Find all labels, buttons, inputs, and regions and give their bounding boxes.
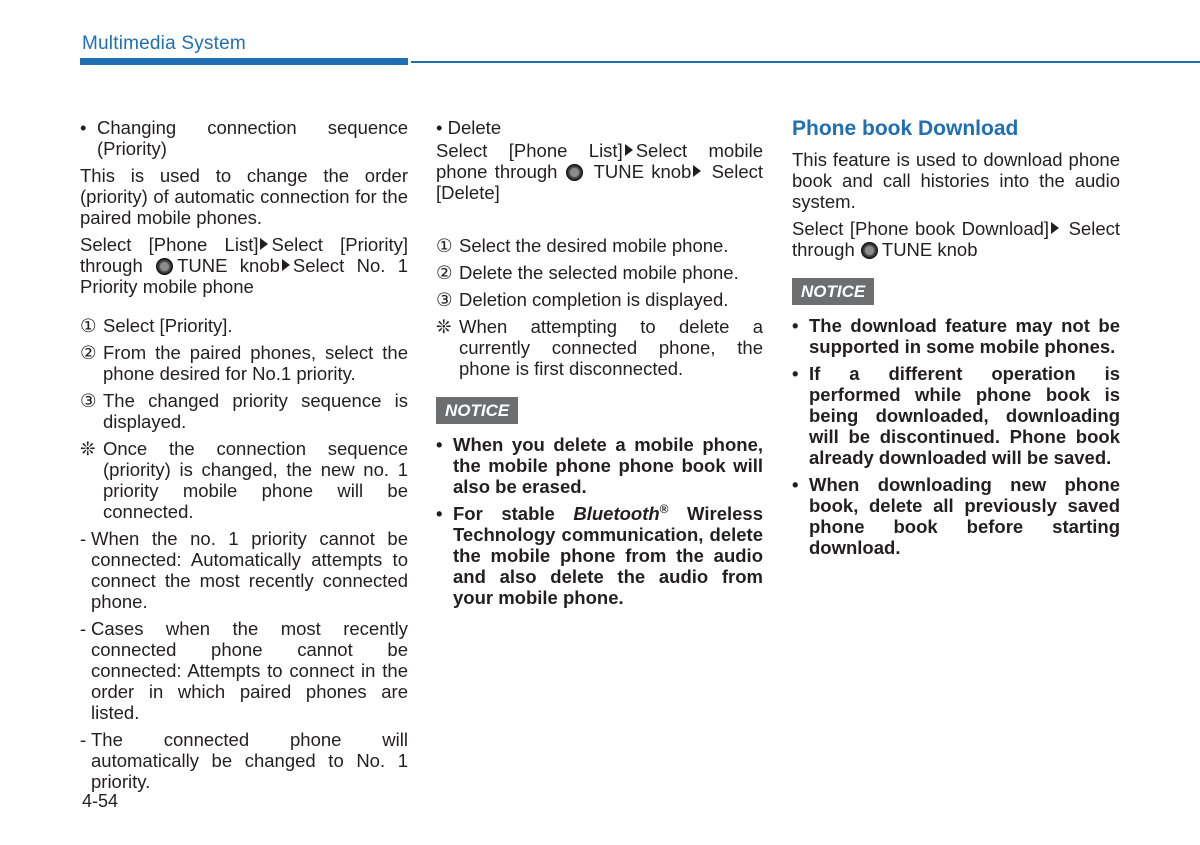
- notice-item: [436, 434, 763, 497]
- notice-mark: •: [792, 363, 799, 384]
- menu-path: [80, 234, 408, 297]
- step-text: Deletion completion is displayed.: [459, 289, 729, 310]
- tune-knob-icon: [566, 164, 583, 181]
- page-number: 4-54: [82, 791, 119, 811]
- dash-text: The connected phone will automatically be changed to No. 1 priority.: [91, 729, 408, 792]
- step-item: [436, 262, 763, 283]
- path-part: Select [Priority] through: [80, 234, 408, 276]
- play-arrow-icon: [1051, 222, 1059, 234]
- step-mark: ①: [80, 315, 97, 336]
- step-text: Select [Priority].: [103, 315, 233, 336]
- step-mark: ①: [436, 235, 453, 256]
- step-text: Select the desired mobile phone.: [459, 235, 729, 256]
- step-item: [436, 235, 763, 256]
- path-part: Select [Phone List]: [436, 140, 623, 161]
- path-part: TUNE knob: [177, 255, 280, 276]
- dash-mark: -: [80, 729, 87, 750]
- bullet-mark: •: [436, 117, 443, 138]
- note-item: [80, 438, 408, 522]
- step-text: Delete the selected mobile phone.: [459, 262, 739, 283]
- header-rule-thick: [80, 58, 408, 65]
- notice-mark: •: [792, 315, 799, 336]
- column-middle: [436, 117, 763, 614]
- bullet-item: [436, 117, 763, 138]
- column-left: [80, 117, 408, 798]
- column-right: [792, 117, 1120, 564]
- path-part: Select [Delete]: [436, 161, 764, 203]
- play-arrow-icon: [693, 165, 701, 177]
- notice-item: [792, 315, 1120, 357]
- notice-mark: •: [436, 434, 443, 455]
- note-mark: ❊: [436, 316, 452, 337]
- notice-badge: NOTICE: [792, 278, 874, 305]
- step-item: [436, 289, 763, 310]
- notice-text: When downloading new phone book, delete all previously saved phone book before starting download.: [809, 474, 1120, 558]
- bullet-text: Changing connection sequence (Priority): [97, 117, 408, 159]
- path-part: Select through: [792, 218, 1120, 260]
- notice-badge: NOTICE: [436, 397, 518, 424]
- note-item: [436, 316, 763, 379]
- notice-item: [792, 474, 1120, 558]
- note-text: Once the connection sequence (priority) is changed, the new no. 1 priority mobile phone will be connected.: [103, 438, 408, 522]
- tune-knob-icon: [156, 258, 173, 275]
- step-item: [80, 390, 408, 432]
- notice-item: [792, 363, 1120, 468]
- bullet-item: [80, 117, 408, 159]
- play-arrow-icon: [282, 259, 290, 271]
- path-part: Select mobile phone through: [436, 140, 763, 182]
- dash-item: [80, 729, 408, 792]
- step-item: [80, 342, 408, 384]
- path-part: TUNE knob: [593, 161, 692, 182]
- notice-text: When you delete a mobile phone, the mobile phone phone book will also be erased.: [453, 434, 763, 497]
- bullet-mark: •: [80, 117, 87, 138]
- step-mark: ②: [436, 262, 453, 283]
- section-heading: Phone book Download: [792, 117, 1019, 140]
- registered-mark: ®: [659, 501, 669, 516]
- dash-mark: -: [80, 528, 87, 549]
- notice-text: [453, 503, 763, 608]
- step-mark: ③: [80, 390, 97, 411]
- bullet-text: Delete: [447, 117, 502, 138]
- menu-path: [792, 218, 1120, 260]
- notice-text: The download feature may not be supported in some mobile phones.: [809, 315, 1120, 357]
- intro-paragraph: This is used to change the order (priority) of automatic connection for the paired mobile phones.: [80, 165, 408, 228]
- intro-paragraph: This feature is used to download phone book and call histories into the audio system.: [792, 149, 1120, 212]
- notice-text-part: For stable: [453, 503, 574, 524]
- header-rule-thin: [411, 61, 1200, 63]
- step-text: The changed priority sequence is displayed.: [103, 390, 408, 432]
- step-item: [80, 315, 408, 336]
- play-arrow-icon: [625, 144, 633, 156]
- note-mark: ❊: [80, 438, 96, 459]
- header-title: Multimedia System: [82, 33, 246, 54]
- notice-text: If a different operation is performed while phone book is being downloaded, downloading will be discontinued. Phone book already downloaded will be saved.: [809, 363, 1120, 468]
- step-text: From the paired phones, select the phone desired for No.1 priority.: [103, 342, 408, 384]
- menu-path: [436, 140, 763, 203]
- notice-mark: •: [436, 503, 443, 524]
- dash-text: When the no. 1 priority cannot be connected: Automatically attempts to connect the most recently connected phone.: [91, 528, 408, 612]
- tune-knob-icon: [861, 242, 878, 259]
- notice-item: [436, 503, 763, 608]
- note-text: When attempting to delete a currently connected phone, the phone is first disconnected.: [459, 316, 763, 379]
- dash-item: [80, 618, 408, 723]
- path-part: Select [Phone List]: [80, 234, 259, 255]
- path-part: TUNE knob: [881, 239, 978, 260]
- dash-item: [80, 528, 408, 612]
- path-part: Select [Phone book Download]: [792, 218, 1050, 239]
- path-part: Select No. 1 Priority mobile phone: [80, 255, 409, 297]
- notice-mark: •: [792, 474, 799, 495]
- notice-text-part: Wireless Technology communication, delete the mobile phone from the audio and also delete the audio from your mobile phone.: [453, 503, 763, 608]
- dash-mark: -: [80, 618, 87, 639]
- play-arrow-icon: [260, 238, 268, 250]
- step-mark: ③: [436, 289, 453, 310]
- step-mark: ②: [80, 342, 97, 363]
- dash-text: Cases when the most recently connected phone cannot be connected: Attempts to connect in the order in which paired phones are listed.: [91, 618, 408, 723]
- bluetooth-brand: Bluetooth: [573, 503, 660, 524]
